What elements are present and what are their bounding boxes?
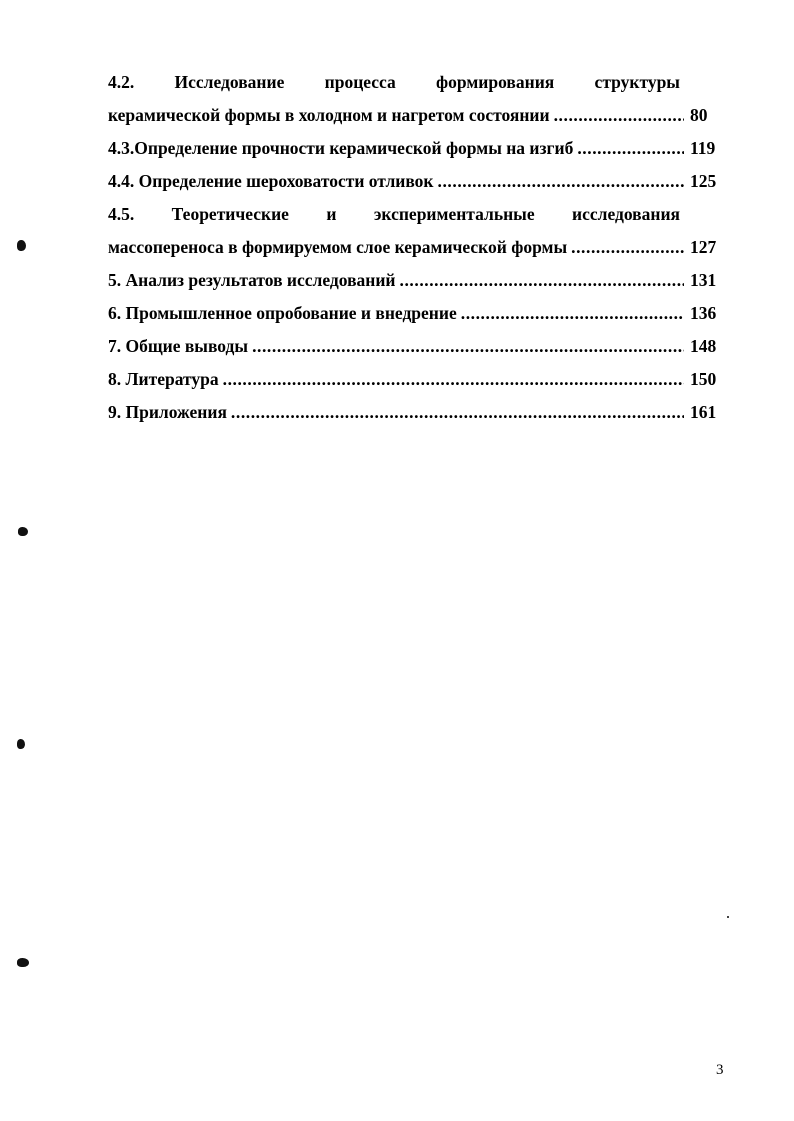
toc-word: 4.5.: [108, 204, 135, 224]
toc-entry-4-4: [108, 165, 724, 198]
page-number: 3: [716, 1062, 724, 1078]
toc-entry-title: керамической формы в холодном и нагретом состоянии: [108, 105, 550, 125]
toc-entry-7: [108, 330, 724, 363]
toc-entry-4-2-heading: [108, 66, 724, 99]
dot-leader: [577, 132, 684, 165]
toc-entry-title: 9. Приложения: [108, 402, 227, 422]
toc-word: процесса: [324, 72, 396, 92]
toc-word: экспериментальные: [373, 204, 535, 224]
toc-page-number: 148: [690, 336, 717, 356]
toc-entry-title: 6. Промышленное опробование и внедрение: [108, 303, 457, 323]
scan-artifact-mark: [17, 739, 25, 749]
scan-speck: [727, 916, 729, 918]
toc-word: 4.2.: [108, 72, 135, 92]
toc-entry-title: 8. Литература: [108, 369, 219, 389]
scan-artifact-mark: [17, 240, 26, 251]
toc-entry-6: [108, 297, 724, 330]
toc-page-number: 136: [690, 303, 717, 323]
toc-word: структуры: [594, 72, 680, 92]
toc-word: Исследование: [174, 72, 285, 92]
toc-entry-title: 4.3.Определение прочности керамической формы на изгиб: [108, 138, 574, 158]
dot-leader: [554, 99, 684, 132]
toc-entry-8: [108, 363, 724, 396]
toc-entry-4-3: [108, 132, 724, 165]
toc-page-number: 127: [690, 237, 717, 257]
toc-entry-5: [108, 264, 724, 297]
toc-entry-title: массопереноса в формируемом слое керамической формы: [108, 237, 568, 257]
toc-entry-title: 5. Анализ результатов исследований: [108, 270, 396, 290]
scan-artifact-mark: [17, 958, 29, 967]
toc-word: Теоретические: [171, 204, 289, 224]
dot-leader: [571, 231, 684, 264]
toc-page-number: 131: [690, 270, 717, 290]
toc-word: исследования: [572, 204, 680, 224]
scan-artifact-mark: [18, 527, 28, 536]
table-of-contents: [108, 66, 724, 429]
toc-entry-9: [108, 396, 724, 429]
toc-word: формирования: [436, 72, 555, 92]
dot-leader: [461, 297, 684, 330]
dot-leader: [231, 396, 684, 429]
toc-page-number: 150: [690, 369, 717, 389]
toc-word: и: [326, 204, 337, 224]
toc-page-number: 80: [690, 105, 708, 125]
toc-entry-title: 7. Общие выводы: [108, 336, 249, 356]
dot-leader: [400, 264, 684, 297]
dot-leader: [438, 165, 684, 198]
dot-leader: [252, 330, 684, 363]
toc-page-number: 125: [690, 171, 717, 191]
toc-page-number: 161: [690, 402, 717, 422]
toc-entry-4-2: [108, 99, 724, 132]
toc-entry-4-5-heading: [108, 198, 724, 231]
toc-page-number: 119: [690, 138, 716, 158]
dot-leader: [223, 363, 684, 396]
toc-entry-title: 4.4. Определение шероховатости отливок: [108, 171, 434, 191]
toc-entry-4-5: [108, 231, 724, 264]
